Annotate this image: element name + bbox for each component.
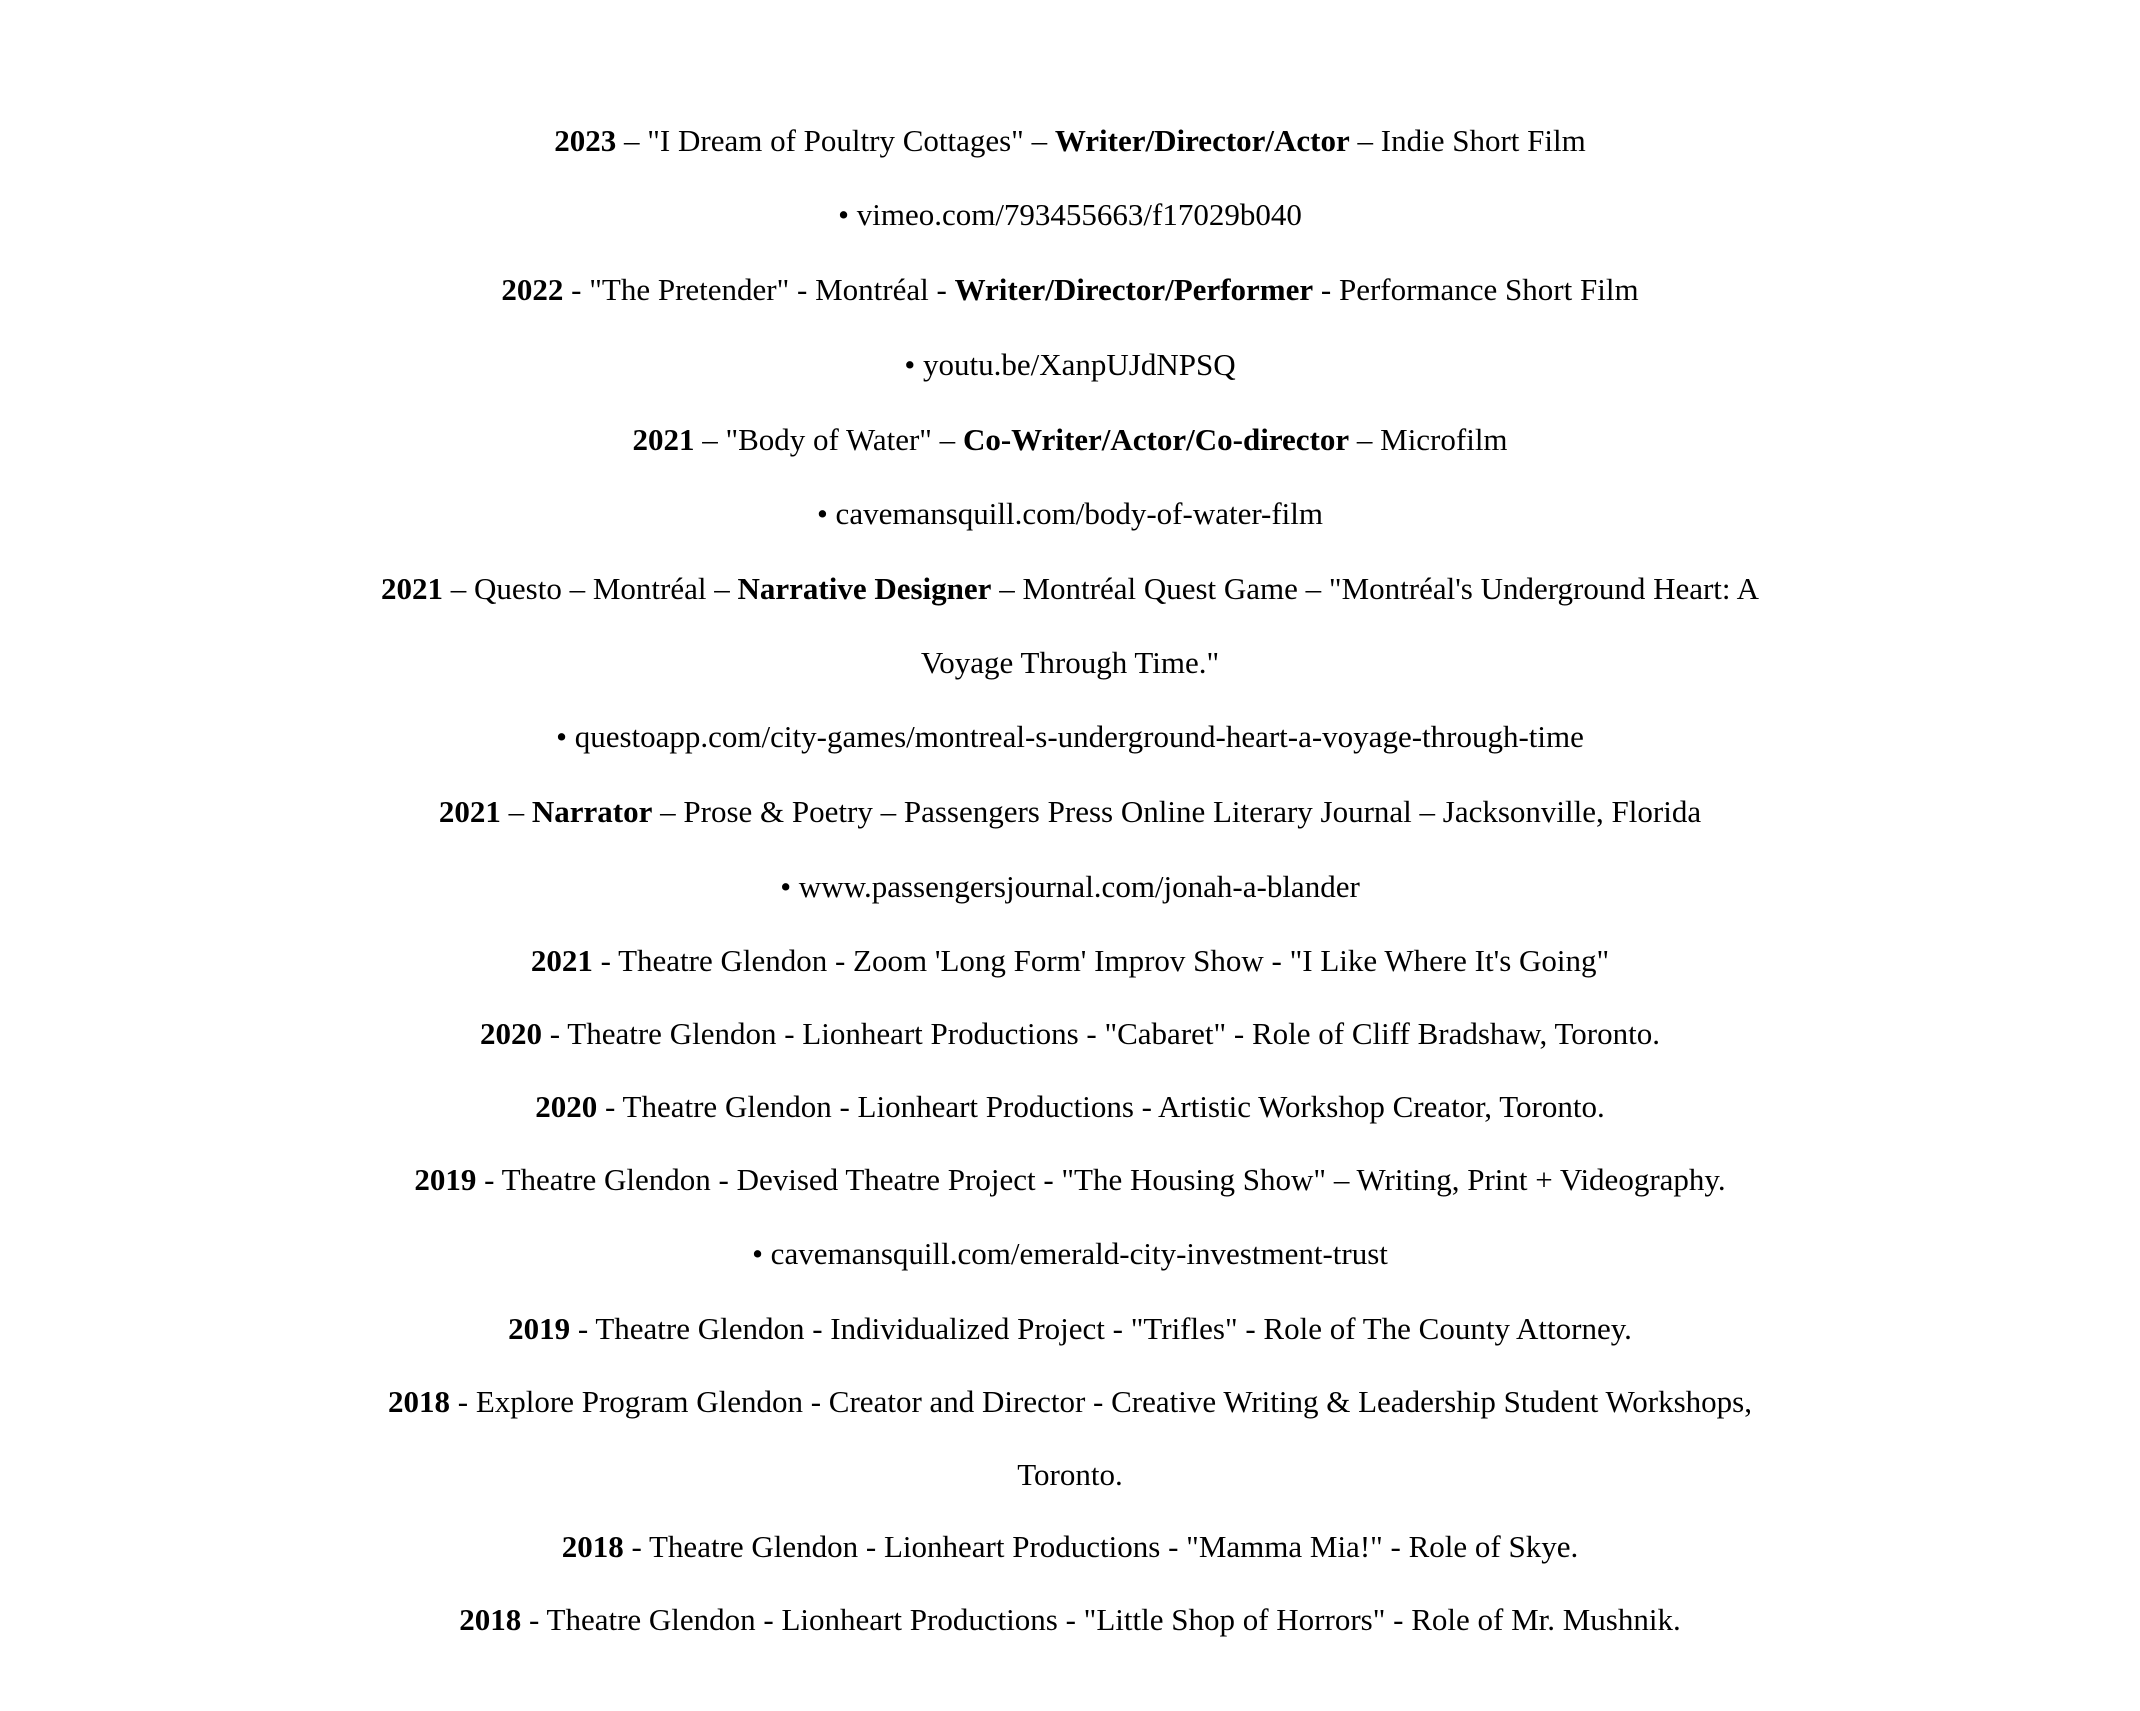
entry-text: – Questo – Montréal – bbox=[443, 571, 738, 606]
entry-text: – Montréal Quest Game – "Montréal's Underground Heart: A bbox=[991, 571, 1759, 606]
entry-line-2021-narrator bbox=[300, 792, 1840, 832]
link-text[interactable]: • questoapp.com/city-games/montreal-s-underground-heart-a-voyage-through-time bbox=[556, 719, 1584, 754]
entry-line-2020-cabaret bbox=[300, 1014, 1840, 1054]
entry-text: - Explore Program Glendon - Creator and Director - Creative Writing & Leadership Student Workshops, bbox=[450, 1384, 1752, 1419]
entry-line-questo-continued bbox=[300, 643, 1840, 683]
link-text[interactable]: • vimeo.com/793455663/f17029b040 bbox=[838, 197, 1302, 232]
link-text[interactable]: • cavemansquill.com/body-of-water-film bbox=[816, 496, 1324, 531]
entry-text: – Indie Short Film bbox=[1349, 123, 1586, 158]
link-questo[interactable] bbox=[300, 717, 1840, 757]
link-text[interactable]: • www.passengersjournal.com/jonah-a-blander bbox=[780, 869, 1360, 904]
entry-year: 2021 bbox=[438, 794, 501, 829]
entry-line-2021-improv bbox=[300, 941, 1840, 981]
entry-line-2018-little-shop bbox=[300, 1600, 1840, 1640]
entry-line-2023-poultry-cottages bbox=[300, 121, 1840, 161]
entry-year: 2018 bbox=[388, 1384, 451, 1419]
entry-text: – "I Dream of Poultry Cottages" – bbox=[616, 123, 1055, 158]
entry-line-2019-trifles bbox=[300, 1309, 1840, 1349]
entry-year: 2021 bbox=[381, 571, 444, 606]
entry-year: 2023 bbox=[554, 123, 617, 158]
entry-line-2022-pretender bbox=[300, 270, 1840, 310]
entry-year: 2019 bbox=[414, 1162, 477, 1197]
link-text[interactable]: • cavemansquill.com/emerald-city-investment-trust bbox=[752, 1236, 1388, 1271]
entry-text: - Theatre Glendon - Lionheart Productions - "Cabaret" - Role of Cliff Bradshaw, Toronto. bbox=[542, 1016, 1660, 1051]
link-emerald-city[interactable] bbox=[300, 1234, 1840, 1274]
entry-text: - Theatre Glendon - Lionheart Productions - "Mamma Mia!" - Role of Skye. bbox=[623, 1529, 1579, 1564]
entry-line-2021-body-of-water bbox=[300, 420, 1840, 460]
link-vimeo[interactable] bbox=[300, 195, 1840, 235]
entry-text: – "Body of Water" – bbox=[694, 422, 963, 457]
entry-text: - Theatre Glendon - Zoom 'Long Form' Improv Show - "I Like Where It's Going" bbox=[592, 943, 1610, 978]
entry-year: 2021 bbox=[632, 422, 695, 457]
entry-line-2019-housing-show bbox=[300, 1160, 1840, 1200]
entry-year: 2020 bbox=[535, 1089, 598, 1124]
entry-line-2020-workshop bbox=[300, 1087, 1840, 1127]
entry-line-2018-explore bbox=[300, 1382, 1840, 1422]
entry-line-explore-continued bbox=[300, 1455, 1840, 1495]
entry-text: - Performance Short Film bbox=[1313, 272, 1639, 307]
entry-text: - "The Pretender" - Montréal - bbox=[563, 272, 955, 307]
entry-text: – bbox=[500, 794, 532, 829]
entry-text: - Theatre Glendon - Lionheart Productions - "Little Shop of Horrors" - Role of Mr. Mushnik. bbox=[521, 1602, 1681, 1637]
link-youtube[interactable] bbox=[300, 345, 1840, 385]
entry-year: 2019 bbox=[508, 1311, 571, 1346]
entry-text: – Prose & Poetry – Passengers Press Online Literary Journal – Jacksonville, Florida bbox=[652, 794, 1702, 829]
entry-text: - Theatre Glendon - Individualized Project - "Trifles" - Role of The County Attorney. bbox=[570, 1311, 1632, 1346]
entry-line-2021-questo bbox=[300, 569, 1840, 609]
entry-role: Writer/Director/Actor bbox=[1054, 123, 1350, 158]
entry-text: Voyage Through Time." bbox=[920, 645, 1220, 680]
entry-year: 2022 bbox=[501, 272, 564, 307]
link-body-of-water[interactable] bbox=[300, 494, 1840, 534]
entry-text: – Microfilm bbox=[1349, 422, 1508, 457]
entry-year: 2018 bbox=[561, 1529, 624, 1564]
entry-role: Narrative Designer bbox=[737, 571, 992, 606]
entry-year: 2021 bbox=[530, 943, 593, 978]
entry-year: 2018 bbox=[459, 1602, 522, 1637]
entry-role: Narrator bbox=[531, 794, 653, 829]
entry-text: Toronto. bbox=[1017, 1457, 1123, 1492]
entry-role: Writer/Director/Performer bbox=[954, 272, 1314, 307]
link-passengers-journal[interactable] bbox=[300, 867, 1840, 907]
entry-line-2018-mamma-mia bbox=[300, 1527, 1840, 1567]
entry-year: 2020 bbox=[480, 1016, 543, 1051]
entry-text: - Theatre Glendon - Devised Theatre Project - "The Housing Show" – Writing, Print + Videography. bbox=[476, 1162, 1726, 1197]
link-text[interactable]: • youtu.be/XanpUJdNPSQ bbox=[904, 347, 1236, 382]
entry-role: Co-Writer/Actor/Co-director bbox=[962, 422, 1350, 457]
entry-text: - Theatre Glendon - Lionheart Productions - Artistic Workshop Creator, Toronto. bbox=[597, 1089, 1605, 1124]
